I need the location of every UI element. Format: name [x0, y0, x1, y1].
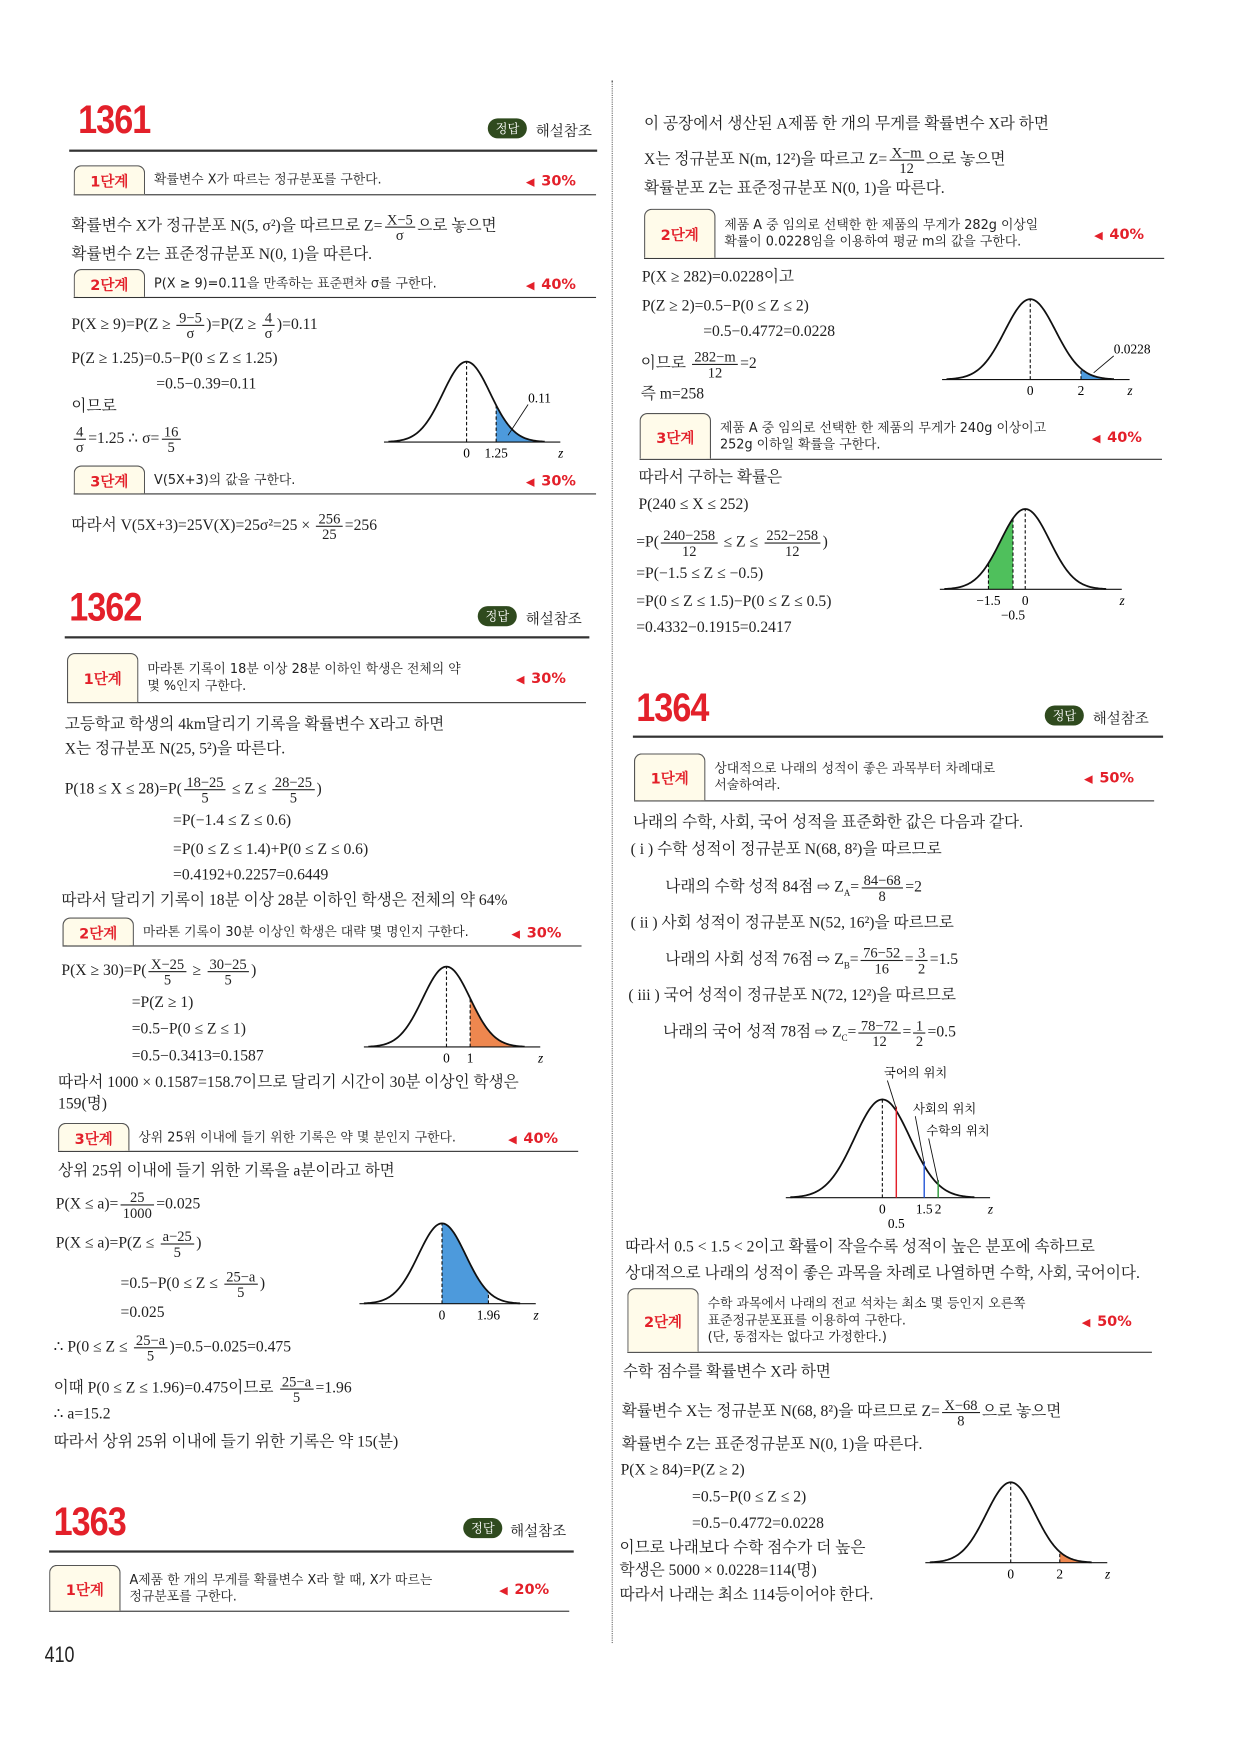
header-rule — [49, 1550, 574, 1552]
math-line: =0.5−0.4772=0.0228 — [692, 1515, 824, 1533]
text-line: ( iii ) 국어 성적이 정규분포 N(72, 12²)을 따르므로 — [628, 987, 956, 1005]
step-1 — [74, 165, 596, 195]
tick-label: 0 — [879, 1201, 886, 1217]
fraction: $\frac{4}{\sigma}$ — [74, 424, 86, 454]
step-2 — [74, 269, 596, 298]
curve-svg — [359, 960, 549, 1072]
tick-label: 2 — [1077, 383, 1085, 399]
step-badge: 1단계 — [49, 1565, 120, 1611]
math-line: P(18 ≤ X ≤ 28)=P( $\frac{18-25}{5}$ ≤ Z ≤ $\frac{28-25}{5}$ ) — [64, 773, 322, 806]
tick-label: 1.25 — [484, 445, 508, 461]
step-3 — [640, 413, 1162, 460]
tick-label: 0 — [463, 445, 470, 461]
column-divider — [612, 80, 613, 1643]
triangle-icon: ◀ — [1084, 773, 1093, 786]
text-line: 이므로 — [71, 398, 117, 416]
math-line: =P(−1.4 ≤ Z ≤ 0.6) — [173, 812, 292, 830]
step-text: 상대적으로 나래의 성적이 좋은 과목부터 차례대로 서술하여라. — [714, 760, 996, 793]
step-badge: 1단계 — [74, 165, 145, 194]
step-1 — [49, 1565, 569, 1612]
triangle-icon: ◀ — [1094, 229, 1103, 243]
tick-label: 2 — [1056, 1566, 1064, 1582]
fraction: $\frac{30-25}{5}$ — [207, 957, 249, 987]
position-graph — [781, 1066, 999, 1231]
fraction: $\frac{1}{2}$ — [914, 1018, 926, 1048]
fraction: $\frac{25-a}{5}$ — [280, 1374, 314, 1404]
triangle-icon: ◀ — [499, 1584, 508, 1597]
tick-label: 0 — [1007, 1566, 1015, 1582]
text-line: 이 공장에서 생산된 A제품 한 개의 무게를 확률변수 X라 하면 — [644, 116, 1049, 133]
step-badge: 3단계 — [74, 465, 145, 493]
callout-label: 0.11 — [528, 390, 552, 406]
step-percent: ◀ 30% — [525, 472, 576, 490]
step-percent: ◀ 30% — [511, 924, 562, 942]
text-line: 수학 점수를 확률변수 X라 하면 — [622, 1363, 831, 1381]
normal-curve-graph — [355, 1217, 545, 1329]
answer-badge: 정답 — [463, 1518, 502, 1538]
fraction: $\frac{X-25}{5}$ — [149, 957, 187, 987]
math-line: 따라서 V(5X+3)=25V(X)=25σ²=25 × $\frac{256}{25}$ =256 — [71, 510, 378, 543]
math-line: P(Z ≥ 2)=0.5−P(0 ≤ Z ≤ 2) — [641, 298, 809, 315]
text-line: 상대적으로 나래의 성적이 좋은 과목을 차례로 나열하면 수학, 사회, 국어이다. — [625, 1265, 1140, 1283]
text-line: 따라서 나래는 최소 114등이어야 한다. — [619, 1587, 874, 1604]
step-1 — [634, 753, 1154, 801]
step-percent: ◀ 40% — [525, 276, 576, 294]
step-badge: 2단계 — [74, 269, 145, 297]
step-percent: ◀ 40% — [1094, 226, 1145, 244]
math-line: ∴ P(0 ≤ Z ≤ $\frac{25-a}{5}$ )=0.5−0.025=0.475 — [53, 1331, 292, 1364]
normal-curve-graph — [921, 1476, 1116, 1588]
fraction: $\frac{X-m}{12}$ — [889, 145, 923, 175]
math-line: P(X ≥ 282)=0.0228이고 — [641, 269, 795, 286]
text-line: 고등학교 학생의 4km달리기 기록을 확률변수 X라고 하면 — [64, 716, 445, 734]
tick-label: 0 — [1026, 383, 1034, 399]
fraction: $\frac{25}{1000}$ — [121, 1190, 154, 1220]
math-line: =P(0 ≤ Z ≤ 1.4)+P(0 ≤ Z ≤ 0.6) — [173, 841, 369, 859]
triangle-icon: ◀ — [1081, 1316, 1091, 1329]
triangle-icon: ◀ — [525, 476, 535, 489]
tick-label: 1.5 — [915, 1201, 933, 1217]
math-line: 나래의 수학 성적 84점 ⇨ $Z_A=$ $\frac{84-68}{8}$ =2 — [665, 871, 922, 905]
answer-badge: 정답 — [478, 606, 517, 626]
tick-label: 2 — [934, 1201, 942, 1217]
fraction: $\frac{4}{\sigma}$ — [262, 310, 274, 340]
fraction: $\frac{16}{5}$ — [162, 424, 181, 454]
fraction: $\frac{25-a}{5}$ — [134, 1333, 168, 1363]
tick-label: 0 — [1021, 592, 1029, 608]
tick-label: −0.5 — [1000, 607, 1026, 623]
math-line: =P(−1.5 ≤ Z ≤ −0.5) — [636, 565, 764, 583]
curve-svg — [921, 1476, 1116, 1588]
answer-ref: 해설참조 — [525, 611, 582, 629]
axis-label: z — [558, 445, 564, 461]
axis-label: z — [538, 1050, 544, 1066]
normal-curve-graph — [935, 502, 1130, 623]
text-line: 159(명) — [58, 1096, 107, 1113]
problem-number: 1363 — [53, 1497, 126, 1544]
text-line: ( ii ) 사회 성적이 정규분포 N(52, 16²)을 따르므로 — [630, 915, 954, 933]
curve-svg — [938, 292, 1151, 404]
triangle-icon: ◀ — [515, 674, 525, 687]
math-line: =P( $\frac{240-258}{12}$ ≤ Z ≤ $\frac{252-258}{12}$ ) — [636, 526, 828, 560]
math-line: =0.5−0.3413=0.1587 — [131, 1048, 264, 1065]
text-line: 따라서 1000 × 0.1587=158.7이므로 달리기 시간이 30분 이상인 학생은 — [58, 1074, 519, 1092]
step-text: 확률변수 X가 따르는 정규분포를 구한다. — [154, 171, 382, 187]
callout-label: 0.0228 — [1113, 341, 1151, 357]
problem-number: 1364 — [636, 684, 709, 730]
header-rule — [65, 636, 590, 638]
fraction: $\frac{84-68}{8}$ — [861, 873, 903, 903]
tick-label: 0.5 — [887, 1215, 905, 1231]
fraction: $\frac{X-68}{8}$ — [942, 1397, 980, 1427]
triangle-icon: ◀ — [525, 279, 535, 292]
fraction: $\frac{25-a}{5}$ — [224, 1269, 258, 1299]
normal-curve-graph — [359, 960, 549, 1072]
fraction: $\frac{252-258}{12}$ — [764, 528, 820, 558]
math-line: P(X ≥ 30)=P( $\frac{X-25}{5}$ ≥ $\frac{30-25}{5}$ ) — [61, 955, 257, 988]
step-text: 상위 25위 이내에 들기 위한 기록은 약 몇 분인지 구한다. — [138, 1128, 456, 1145]
math-line: =P(0 ≤ Z ≤ 1.5)−P(0 ≤ Z ≤ 0.5) — [636, 593, 832, 611]
header-rule — [69, 150, 597, 152]
triangle-icon: ◀ — [525, 176, 535, 189]
curve-svg — [355, 1217, 545, 1329]
step-3 — [58, 1123, 578, 1152]
step-text: 수학 과목에서 나래의 전교 석차는 최소 몇 등인지 오른쪽 표준정규분포표를 이용하여 구한다. (단, 동점자는 없다고 가정한다.) — [707, 1294, 1026, 1344]
text-line: 상위 25위 이내에 들기 위한 기록을 a분이라고 하면 — [58, 1163, 395, 1180]
step-text: 제품 A 중 임의로 선택한 한 제품의 무게가 282g 이상일 확률이 0.0228임을 이용하여 평균 m의 값을 구한다. — [724, 216, 1039, 249]
step-text: A제품 한 개의 무게를 확률변수 X라 할 때, X가 따르는 정규분포를 구한다. — [129, 1571, 433, 1604]
text-line: 학생은 5000 × 0.0228=114(명) — [619, 1562, 817, 1580]
step-2 — [627, 1288, 1152, 1353]
callout-line — [1094, 356, 1114, 373]
fraction: $\frac{28-25}{5}$ — [273, 775, 315, 805]
text-line: X는 정규분포 N(m, 12²)을 따르고 Z= $\frac{X-m}{12}$ 으로 놓으면 — [644, 143, 1006, 177]
position-label: 수학의 위치 — [926, 1124, 990, 1139]
problem-number: 1362 — [69, 583, 142, 630]
step-2 — [644, 209, 1164, 259]
step-percent: ◀ 20% — [499, 1581, 550, 1598]
step-percent: ◀ 40% — [1091, 429, 1142, 446]
math-line: =P(Z ≥ 1) — [131, 994, 194, 1012]
step-percent: ◀ 50% — [1084, 770, 1135, 787]
math-line: ∴ a=15.2 — [53, 1406, 111, 1424]
position-label: 사회의 위치 — [913, 1101, 977, 1116]
math-line: 즉 m=258 — [640, 386, 705, 403]
step-badge: 1단계 — [67, 653, 138, 702]
step-badge: 2단계 — [644, 209, 715, 258]
text-line: 확률변수 X는 정규분포 N(68, 8²)을 따르므로 Z= $\frac{X-68}{8}$ 으로 놓으면 — [621, 1396, 1062, 1429]
text-line: 나래의 수학, 사회, 국어 성적을 표준화한 값은 다음과 같다. — [632, 814, 1024, 832]
shaded-area — [442, 1223, 488, 1303]
math-line: =0.5−0.4772=0.0228 — [703, 323, 836, 341]
math-line: 나래의 국어 성적 78점 ⇨ $Z_C=$ $\frac{78-72}{12}$ = $\frac{1}{2}$ =0.5 — [663, 1016, 956, 1050]
fraction: $\frac{282-m}{12}$ — [692, 349, 738, 379]
math-line: P(X ≤ a)= $\frac{25}{1000}$ =0.025 — [55, 1188, 201, 1222]
step-badge: 2단계 — [627, 1288, 698, 1352]
tick-label: 1.96 — [476, 1307, 501, 1323]
text-line: 확률변수 Z는 표준정규분포 N(0, 1)을 따른다. — [621, 1436, 923, 1454]
position-label: 국어의 위치 — [884, 1066, 948, 1081]
math-line: =0.5−0.39=0.11 — [156, 376, 257, 393]
text-line: 확률변수 Z는 표준정규분포 N(0, 1)을 따른다. — [71, 246, 373, 264]
math-line: $\frac{4}{\sigma}$ =1.25 ∴ σ= $\frac{16}{5}$ — [71, 424, 182, 454]
step-percent: ◀ 30% — [525, 173, 576, 190]
answer-ref: 해설참조 — [510, 1523, 567, 1541]
callout-line — [508, 405, 528, 436]
axis-label: z — [987, 1201, 994, 1217]
step-text: V(5X+3)의 값을 구한다. — [154, 471, 296, 487]
text-line: X는 정규분포 N(25, 5²)을 따른다. — [64, 741, 286, 758]
math-line: =0.4192+0.2257=0.6449 — [173, 867, 329, 885]
header-rule — [633, 736, 1163, 738]
step-2 — [63, 918, 582, 947]
axis-label: z — [533, 1307, 539, 1323]
step-badge: 1단계 — [634, 753, 705, 800]
text-line: 따라서 달리기 기록이 18분 이상 28분 이하인 학생은 전체의 약 64% — [61, 892, 508, 910]
shaded-area — [988, 518, 1013, 589]
math-line: 나래의 사회 성적 76점 ⇨ $Z_B=$ $\frac{76-52}{16}$ = $\frac{3}{2}$ =1.5 — [665, 944, 959, 977]
fraction: $\frac{18-25}{5}$ — [184, 775, 226, 805]
fraction: $\frac{a-25}{5}$ — [160, 1229, 194, 1259]
triangle-icon: ◀ — [508, 1133, 517, 1146]
page-number: 410 — [44, 1643, 75, 1668]
step-badge: 3단계 — [640, 413, 711, 459]
curve-svg — [781, 1066, 999, 1231]
fraction: $\frac{76-52}{16}$ — [861, 945, 903, 975]
answer-ref: 해설참조 — [535, 123, 592, 141]
math-line: =0.5−P(0 ≤ Z ≤ $\frac{25-a}{5}$ ) — [120, 1268, 266, 1301]
step-badge: 3단계 — [58, 1123, 129, 1151]
math-line: P(X ≥ 84)=P(Z ≥ 2) — [620, 1462, 745, 1479]
tick-label: 1 — [466, 1050, 474, 1066]
answer-ref: 해설참조 — [1092, 711, 1149, 728]
math-line: P(X ≥ 9)=P(Z ≥ $\frac{9-5}{\sigma}$ )=P(Z ≥ $\frac{4}{\sigma}$ )=0.11 — [71, 309, 318, 342]
step-text: 제품 A 중 임의로 선택한 한 제품의 무게가 240g 이상이고 252g 이하일 확률을 구한다. — [719, 419, 1047, 452]
tick-label: 0 — [443, 1050, 450, 1066]
text-line: 따라서 구하는 확률은 — [638, 469, 783, 487]
math-line: =0.5−P(0 ≤ Z ≤ 1) — [131, 1021, 246, 1039]
tick-label: 0 — [438, 1307, 446, 1323]
text-line: 이므로 나래보다 수학 점수가 더 높은 — [619, 1540, 866, 1558]
normal-curve-graph — [938, 292, 1151, 404]
curve-svg — [935, 502, 1130, 623]
math-line: =0.025 — [120, 1304, 165, 1322]
step-1 — [67, 653, 586, 703]
triangle-icon: ◀ — [1091, 432, 1101, 445]
text-line: 확률분포 Z는 표준정규분포 N(0, 1)을 따른다. — [644, 180, 945, 198]
math-line: 이므로 $\frac{282-m}{12}$ =2 — [640, 348, 757, 381]
math-line: P(Z ≥ 1.25)=0.5−P(0 ≤ Z ≤ 1.25) — [71, 350, 278, 368]
step-text: 마라톤 기록이 18분 이상 28분 이하인 학생은 전체의 약 몇 %인지 구한다. — [147, 660, 461, 694]
axis-label: z — [1105, 1566, 1111, 1582]
text-line: ( i ) 수학 성적이 정규분포 N(68, 8²)을 따르므로 — [630, 841, 942, 859]
fraction: $\frac{78-72}{12}$ — [859, 1018, 901, 1048]
step-percent: ◀ 40% — [508, 1130, 559, 1147]
step-percent: ◀ 30% — [515, 670, 566, 688]
fraction: $\frac{240-258}{12}$ — [661, 528, 717, 558]
step-percent: ◀ 50% — [1081, 1313, 1132, 1330]
text-line: 확률변수 X가 정규분포 N(5, σ²)을 따르므로 Z= $\frac{X-5}{\sigma}$ 으로 놓으면 — [71, 210, 497, 244]
axis-label: z — [1119, 592, 1125, 608]
text-line: 따라서 0.5 < 1.5 < 2이고 확률이 작을수록 성적이 높은 분포에 속하므로 — [625, 1238, 1095, 1256]
math-line: P(X ≤ a)=P(Z ≤ $\frac{a-25}{5}$ ) — [55, 1227, 202, 1261]
math-line: =0.4332−0.1915=0.2417 — [636, 619, 792, 637]
fraction: $\frac{256}{25}$ — [316, 511, 342, 541]
step-text: P(X ≥ 9)=0.11을 만족하는 표준편차 σ를 구한다. — [154, 274, 437, 291]
fraction: $\frac{9-5}{\sigma}$ — [177, 310, 204, 340]
text-line: 따라서 상위 25위 이내에 들기 위한 기록은 약 15(분) — [53, 1434, 399, 1452]
math-line: =0.5−P(0 ≤ Z ≤ 2) — [692, 1489, 807, 1506]
curve-svg — [380, 355, 570, 467]
math-line: P(240 ≤ X ≤ 252) — [638, 496, 749, 514]
answer-badge: 정답 — [488, 118, 527, 138]
math-line: 이때 P(0 ≤ Z ≤ 1.96)=0.475이므로 $\frac{25-a}{5}$ =1.96 — [53, 1372, 352, 1406]
normal-curve-graph — [380, 355, 570, 467]
tick-label: −1.5 — [976, 592, 1001, 608]
step-text: 마라톤 기록이 30분 이상인 학생은 대략 몇 명인지 구한다. — [142, 923, 469, 939]
fraction: $\frac{3}{2}$ — [916, 945, 928, 975]
axis-label: z — [1127, 383, 1133, 399]
fraction: $\frac{X-5}{\sigma}$ — [385, 212, 415, 242]
step-3 — [74, 465, 596, 494]
step-badge: 2단계 — [63, 918, 134, 946]
problem-number: 1361 — [78, 95, 151, 142]
triangle-icon: ◀ — [511, 928, 521, 941]
answer-badge: 정답 — [1045, 705, 1084, 725]
